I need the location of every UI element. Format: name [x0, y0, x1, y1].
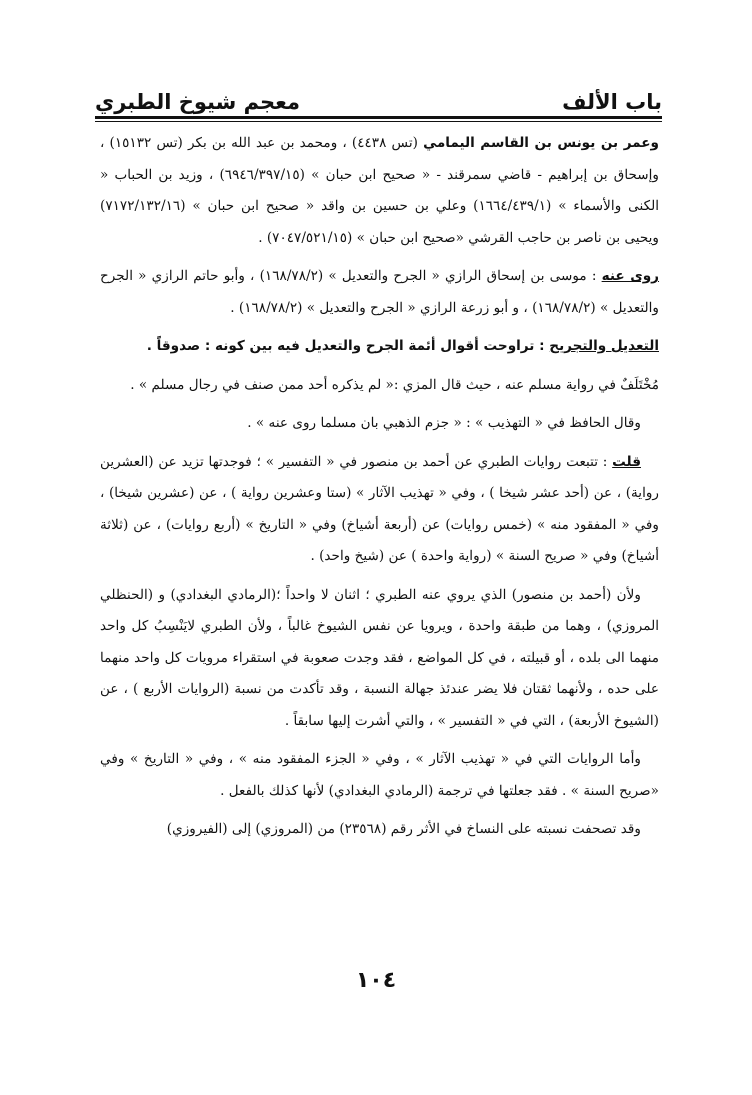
paragraph-copyist-error — [100, 814, 659, 846]
section-heading-grading: التعديل والتجريح — [549, 338, 659, 354]
running-header — [95, 70, 662, 114]
paragraph-hafiz-quote — [100, 408, 659, 440]
paragraph-two-ahmads — [100, 580, 659, 738]
paragraph-text: وقد تصحفت نسبته على النساخ في الأثر رقم (٢٣٥٦٨) من (المروزي) إلى (الفيروزي) — [166, 821, 641, 837]
section-heading-narrated-from-him: روى عنه — [601, 268, 660, 284]
section-heading-i-said: قلت — [612, 453, 641, 470]
paragraph-text: (تس ٤٤٣٨) ، ومحمد بن عبد الله بن بكر (تس ١٥١٣٢) ، وإسحاق بن إبراهيم - قاضي سمرقند - « صحيح ابن حبان » (٦٩٤٦/٣٩٧/١٥) ، وزيد بن الحباب « الكنى والأسماء » (١٦٦٤/٤٣٩/١) وعلي بن حسين بن واقد « صحيح ابن حبان » (٧١٧٢/١٣٢/١٦) ويحيى بن ناصر بن حاجب القرشي «صحيح ابن حبان » (٧٠٤٧/٥٢١/١٥) . — [100, 135, 659, 246]
paragraph-text: : تتبعت روايات الطبري عن أحمد بن منصور في « التفسير » ؛ فوجدتها تزيد عن (العشرين رواية) ، عن (أحد عشر شيخا ) ، وفي « تهذيب الآثار » (ستا وعشرين رواية ) ، عن (عشرين شيخا) ، وفي « المفقود منه » (خمس روايات) عن (أربعة أشياخ) وفي « التاريخ » (أربع روايات) ، عن (ثلاثة أشياخ) وفي « صريح السنة » (رواية واحدة ) عن (شيخ واحد) . — [100, 453, 659, 564]
paragraph-teachers — [100, 128, 659, 254]
paragraph-text: : موسى بن إسحاق الرازي « الجرح والتعديل » (١٦٨/٧٨/٢) ، وأبو حاتم الرازي « الجرح والتعديل » (١٦٨/٧٨/٢) ، و أبو زرعة الرازي « الجرح والتعديل » (١٦٨/٧٨/٢) . — [100, 268, 659, 316]
paragraph-text: ولأن (أحمد بن منصور) الذي يروي عنه الطبري ؛ اثنان لا واحداً ؛(الرمادي البغدادي) و (الحنظلي المروزي) ، وهما من طبقة واحدة ، ويرويا عن نفس الشيوخ غالباً ، ولأن الطبري لايَنْسِبُ كل واحد منهما الى بلده ، أو قبيلته ، في كل المواضع ، فقد وجدت صعوبة في استقراء مرويات كل واحد منهما على حده ، ولأنهما ثقتان فلا يضر عندئذ جهالة النسبة ، وقد تأكدت من نسبة (الروايات الأربع ) ، عن (الشيوخ الأربعة) ، التي في « التفسير » ، والتي أشرت إليها سابقاً . — [100, 586, 659, 729]
page-body — [100, 128, 659, 853]
page-number: ١٠٤ — [355, 968, 397, 993]
paragraph-text: مُخْتَلَفٌ في رواية مسلم عنه ، حيث قال المزي :« لم يذكره أحد ممن صنف في رجال مسلم » . — [130, 376, 659, 393]
paragraph-text: : تراوحت أقوال أئمة الجرح والتعديل فيه بين كونه : صدوقاً . — [146, 338, 550, 354]
teacher-name-lead: وعمر بن يونس بن القاسم اليمامي — [423, 135, 659, 151]
paragraph-mizzi-quote — [100, 370, 659, 402]
paragraph-grading — [100, 331, 659, 363]
paragraph-text: وقال الحافظ في « التهذيب » : « جزم الذهبي بان مسلما روى عنه » . — [247, 415, 641, 431]
chapter-title: باب الألف — [562, 90, 662, 114]
paragraph-author-note — [100, 447, 659, 573]
paragraph-text: وأما الروايات التي في « تهذيب الآثار » ، وفي « الجزء المفقود منه » ، وفي « التاريخ » وفي «صريح السنة » . فقد جعلتها في ترجمة (الرمادي البغدادي) لأنها كذلك بالفعل . — [100, 751, 659, 799]
paragraph-narrators — [100, 261, 659, 324]
header-rule — [95, 116, 662, 122]
book-title: معجم شيوخ الطبري — [95, 90, 301, 114]
paragraph-other-narrations — [100, 744, 659, 807]
